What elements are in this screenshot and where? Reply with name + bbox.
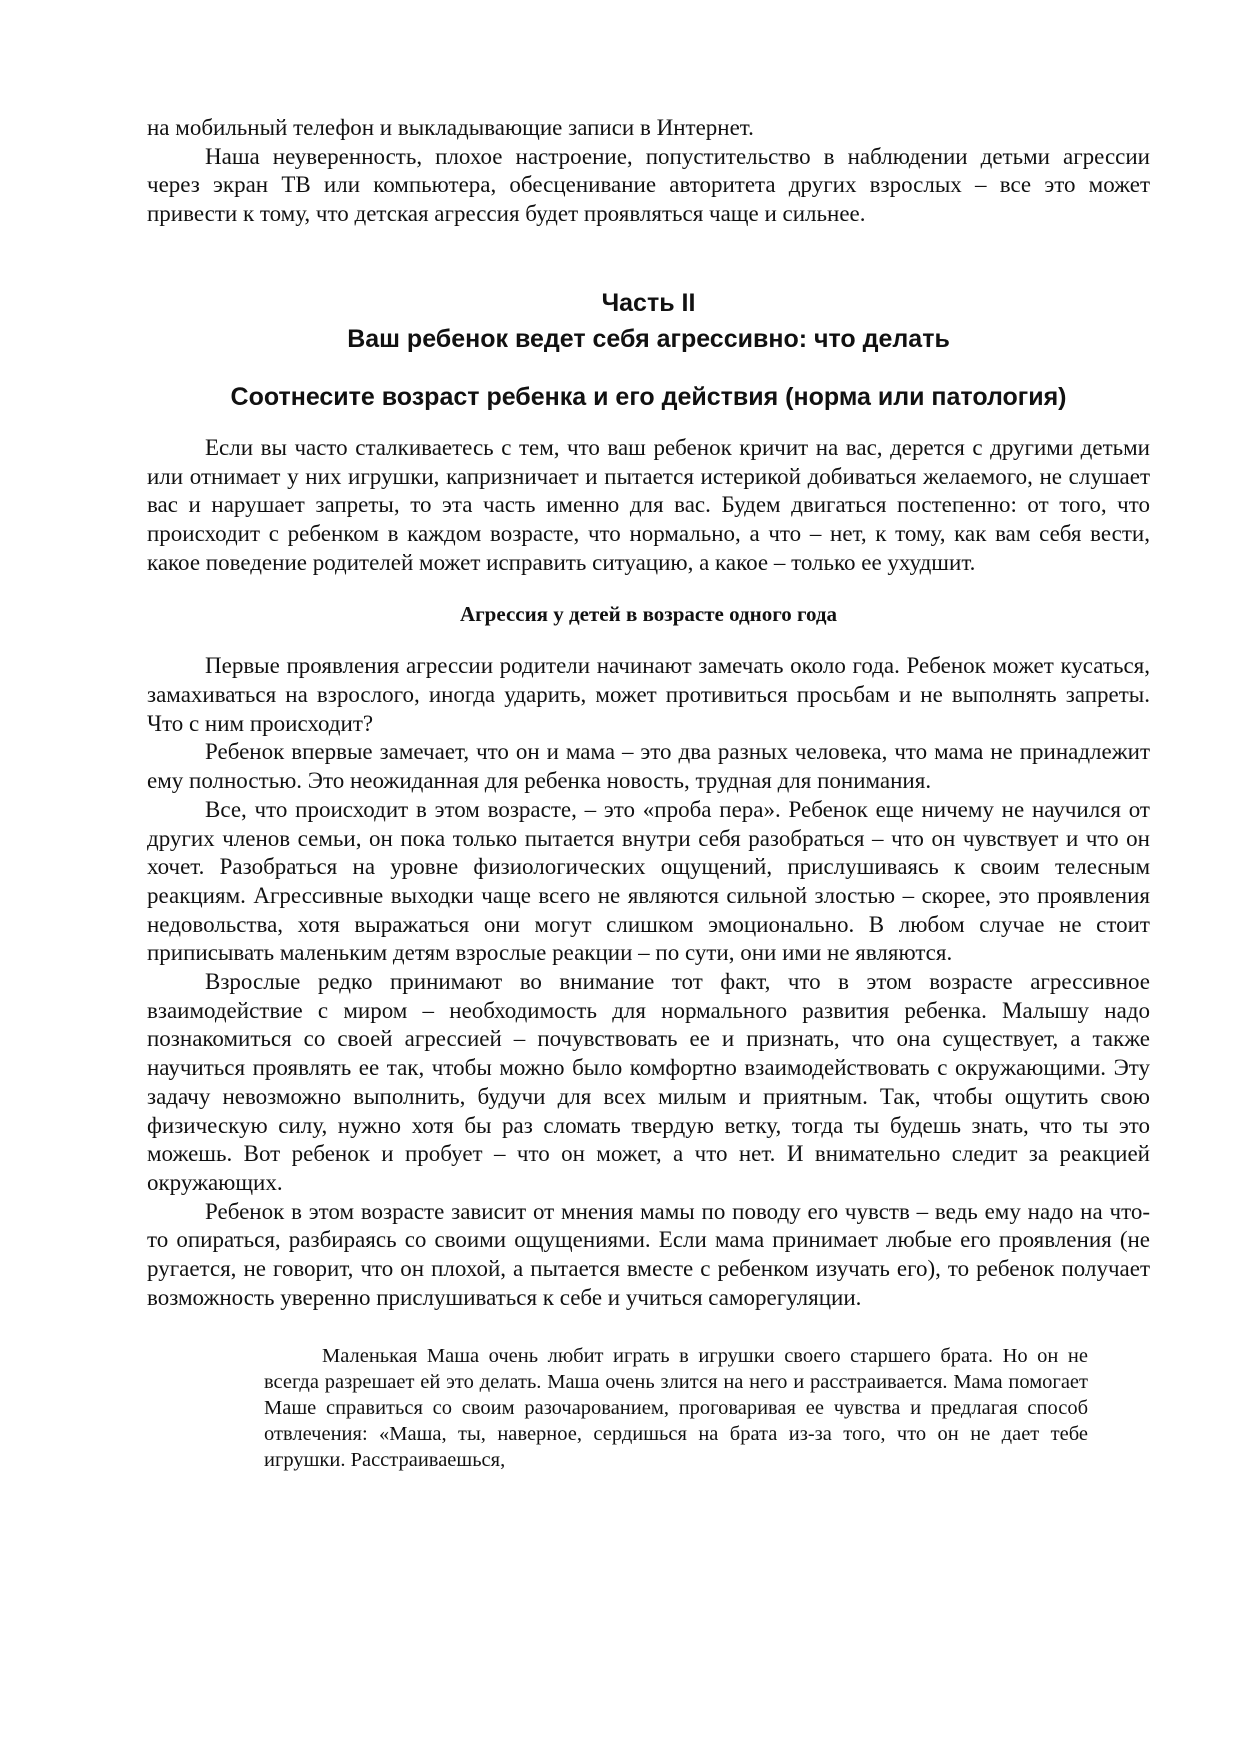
body-paragraph: Первые проявления агрессии родители начинают замечать около года. Ребенок может кусаться, замахиваться на взрослого, иногда ударить, может противиться просьбам и не выполнять запреты. Что с ним происходит? (147, 653, 1150, 736)
part-number: Часть II (601, 288, 696, 317)
intro-paragraph-2: Наша неуверенность, плохое настроение, попустительство в наблюдении детьми агрессии через экран ТВ или компьютера, обесценивание авторитета других взрослых – все это может привести к тому, что детская агрессия будет проявляться чаще и сильнее. (147, 143, 1150, 227)
example-paragraph: Маленькая Маша очень любит играть в игрушки своего старшего брата. Но он не всегда разрешает ей это делать. Маша очень злится на него и расстраивается. Мама помогает Маше справиться со своим разочарованием, проговаривая ее чувства и предлагая способ отвлечения: «Маша, ты, наверное, сердишься на брата из-за того, что он не дает тебе игрушки. Расстраиваешься, (264, 1344, 1088, 1472)
document-page (147, 114, 1150, 1474)
part-heading (147, 285, 1150, 357)
subsection-heading: Агрессия у детей в возрасте одного года (459, 602, 837, 627)
body-paragraph: Ребенок в этом возрасте зависит от мнения мамы по поводу его чувств – ведь ему надо на что-то опираться, разбираясь со своими ощущениями. Если мама принимает любые его проявления (не ругается, не говорит, что он плохой, а пытается вместе с ребенком изучать его), то ребенок получает возможность уверенно прислушиваться к себе и учиться саморегуляции. (147, 1198, 1150, 1310)
body-paragraph: Все, что происходит в этом возрасте, – это «проба пера». Ребенок еще ничему не научился от других членов семьи, он пока только пытается внутри себя разобраться – что он чувствует и что он хочет. Разобраться на уровне физиологических ощущений, прислушиваясь к своим телесным реакциям. Агрессивные выходки чаще всего не являются сильной злостью – скорее, это проявления недовольства, хотя выражаться они могут слишком эмоционально. В любом случае не стоит приписывать маленьким детям взрослые реакции – по сути, они ими не являются. (147, 796, 1150, 966)
part-title: Ваш ребенок ведет себя агрессивно: что делать (347, 324, 950, 353)
intro-paragraph-1: на мобильный телефон и выкладывающие записи в Интернет. (147, 115, 754, 140)
body-paragraph: Ребенок впервые замечает, что он и мама – это два разных человека, что мама не принадлежит ему полностью. Это неожиданная для ребенка новость, трудная для понимания. (147, 739, 1150, 794)
section-paragraph: Если вы часто сталкиваетесь с тем, что ваш ребенок кричит на вас, дерется с другими детьми или отнимает у них игрушки, капризничает и пытается истерикой добиваться желаемого, не слушает вас и нарушает запреты, то эта часть именно для вас. Будем двигаться постепенно: от того, что происходит с ребенком в каждом возрасте, что нормально, а что – нет, к тому, как вам себя вести, какое поведение родителей может исправить ситуацию, а какое – только ее ухудшит. (147, 434, 1150, 575)
example-block (264, 1343, 1088, 1474)
section-heading: Соотнесите возраст ребенка и его действия (норма или патология) (230, 382, 1067, 411)
body-paragraph: Взрослые редко принимают во внимание тот факт, что в этом возрасте агрессивное взаимодействие с миром – необходимость для нормального развития ребенка. Малышу надо познакомиться со своей агрессией – почувствовать ее и признать, что она существует, а также научиться проявлять ее так, чтобы можно было комфортно взаимодействовать с окружающими. Эту задачу невозможно выполнить, будучи для всех милым и приятным. Так, чтобы ощутить свою физическую силу, нужно хотя бы раз сломать твердую ветку, тогда ты будешь знать, что ты это можешь. Вот ребенок и пробует – что он может, а что нет. И внимательно следит за реакцией окружающих. (147, 969, 1150, 1195)
